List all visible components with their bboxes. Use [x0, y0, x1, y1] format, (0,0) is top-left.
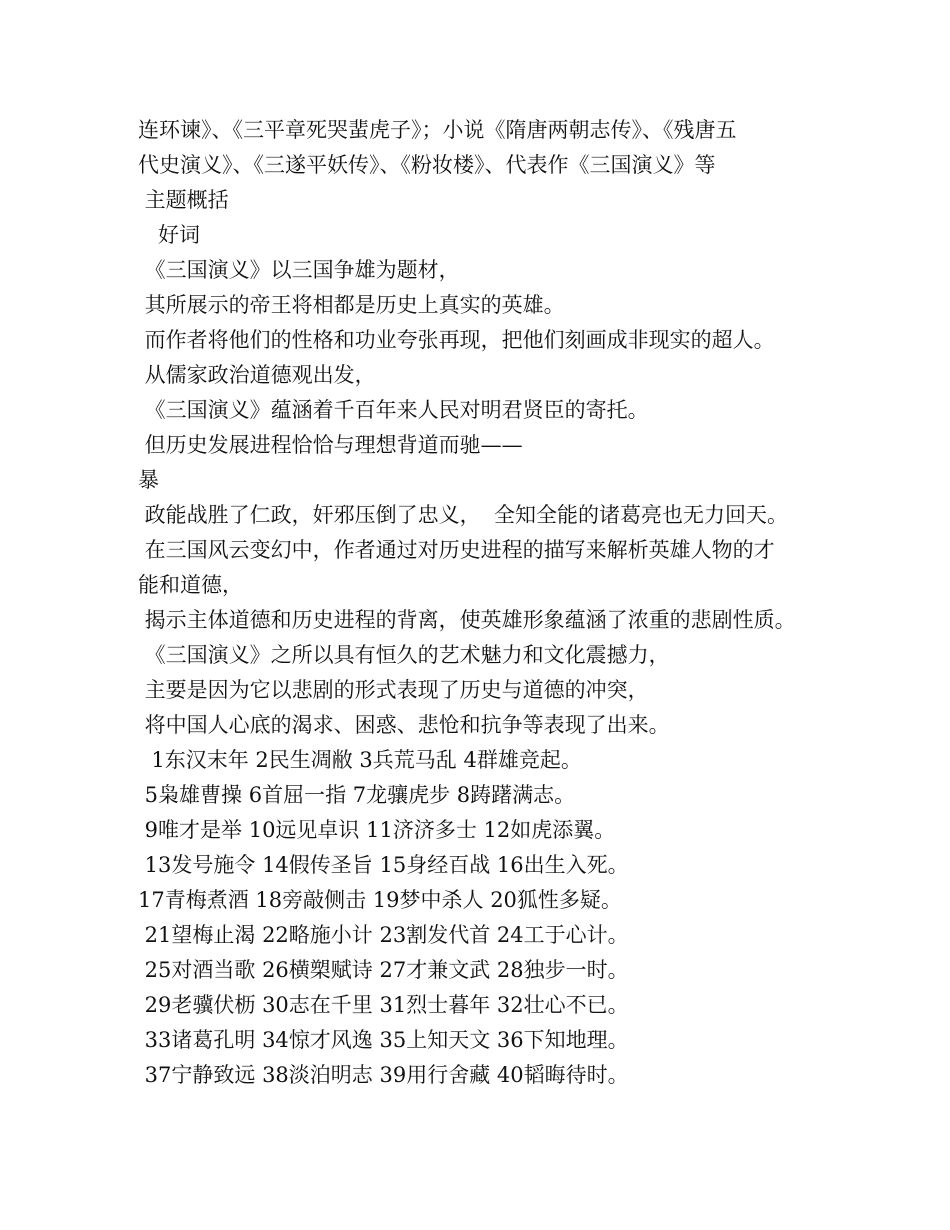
text-line: 能和道德，	[138, 573, 243, 597]
idiom-list-line: 21望梅止渴 22略施小计 23割发代首 24工于心计。	[138, 923, 629, 947]
text-line: 《三国演义》以三国争雄为题材，	[138, 258, 460, 282]
idiom-list-line: 5枭雄曹操 6首屈一指 7龙骧虎步 8踌躇满志。	[138, 783, 576, 807]
idiom-list-line: 33诸葛孔明 34惊才风逸 35上知天文 36下知地理。	[138, 1028, 629, 1052]
idiom-list-line: 17青梅煮酒 18旁敲侧击 19梦中杀人 20狐性多疑。	[138, 888, 622, 912]
text-line: 将中国人心底的渴求、困惑、悲怆和抗争等表现了出来。	[138, 713, 670, 737]
text-line: 揭示主体道德和历史进程的背离，使英雄形象蕴涵了浓重的悲剧性质。	[138, 608, 796, 632]
text-line: 《三国演义》之所以具有恒久的艺术魅力和文化震撼力，	[138, 643, 670, 667]
text-line: 《三国演义》蕴涵着千百年来人民对明君贤臣的寄托。	[138, 398, 649, 422]
text-line: 主要是因为它以悲剧的形式表现了历史与道德的冲突，	[138, 678, 649, 702]
text-line: 其所展示的帝王将相都是历史上真实的英雄。	[138, 293, 565, 317]
idiom-list-line: 9唯才是举 10远见卓识 11济济多士 12如虎添翼。	[138, 818, 616, 842]
text-line: 而作者将他们的性格和功业夸张再现，把他们刻画成非现实的超人。	[138, 328, 775, 352]
text-line: 从儒家政治道德观出发，	[138, 363, 376, 387]
idiom-list-line: 25对酒当歌 26横槊赋诗 27才兼文武 28独步一时。	[138, 958, 629, 982]
text-line: 但历史发展进程恰恰与理想背道而驰——	[138, 433, 523, 457]
text-line: 代史演义》、《三遂平妖传》、《粉妆楼》、代表作《三国演义》等	[138, 153, 716, 177]
text-line: 在三国风云变幻中，作者通过对历史进程的描写来解析英雄人物的才	[138, 538, 775, 562]
idiom-list-line: 13发号施令 14假传圣旨 15身经百战 16出生入死。	[138, 853, 629, 877]
section-subheading: 好词	[138, 223, 201, 247]
text-line: 连环谏》、《三平章死哭蜚虎子》；小说《隋唐两朝志传》、《残唐五	[138, 118, 737, 142]
text-line: 政能战胜了仁政，奸邪压倒了忠义， 全知全能的诸葛亮也无力回天。	[138, 503, 789, 527]
text-line: 暴	[138, 468, 159, 492]
idiom-list-line: 29老骥伏枥 30志在千里 31烈士暮年 32壮心不已。	[138, 993, 629, 1017]
idiom-list-line: 37宁静致远 38淡泊明志 39用行舍藏 40韬晦待时。	[138, 1063, 629, 1087]
idiom-list-line: 1东汉末年 2民生凋敝 3兵荒马乱 4群雄竞起。	[138, 748, 582, 772]
section-heading: 主题概括	[138, 188, 229, 212]
